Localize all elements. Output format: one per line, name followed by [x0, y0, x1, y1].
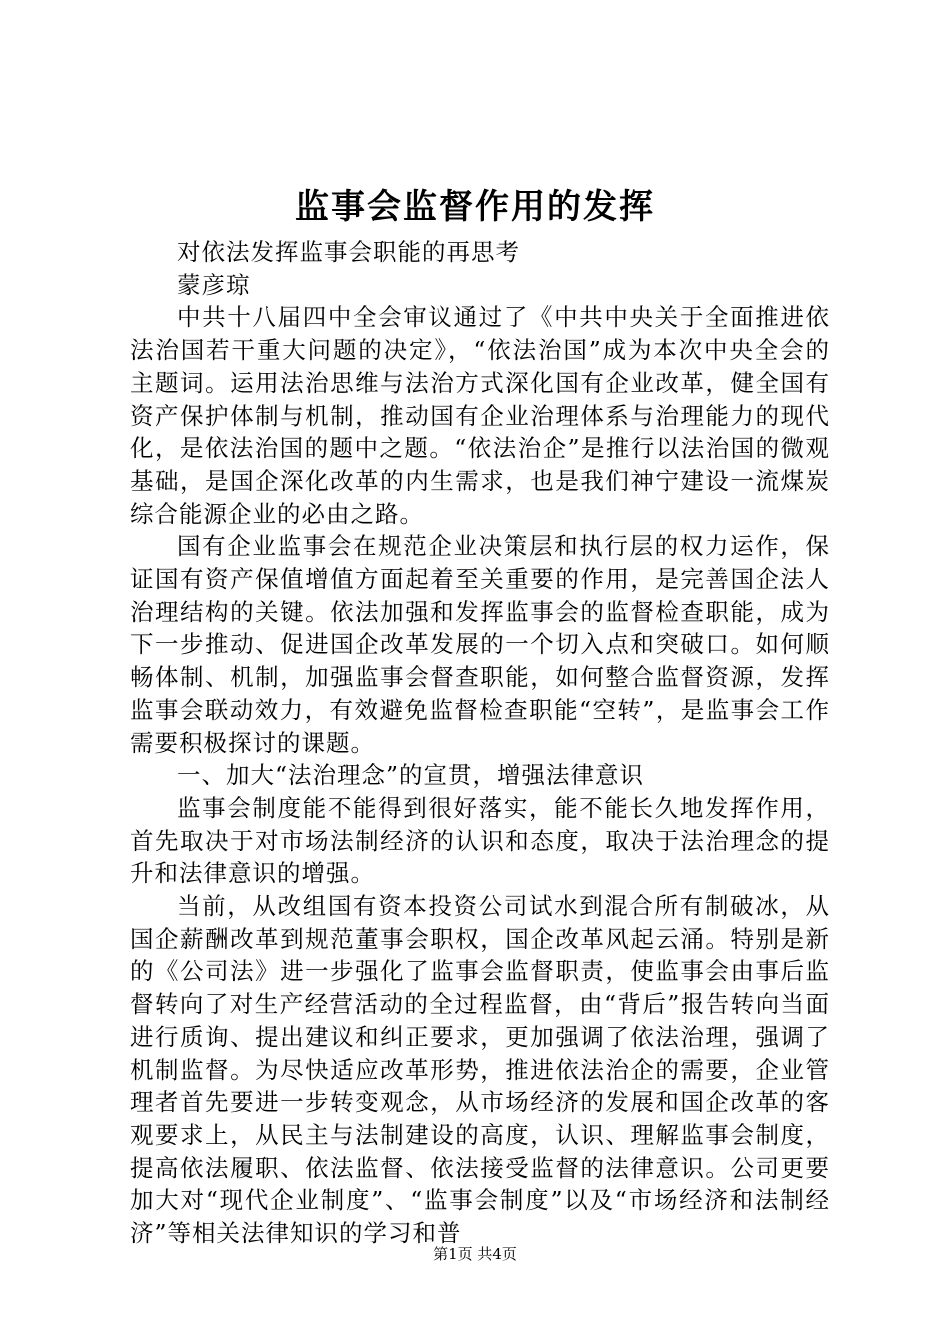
subtitle-paragraph: 对依法发挥监事会职能的再思考 [177, 238, 520, 266]
body-paragraph: 国有企业监事会在规范企业决策层和执行层的权力运作，保证国有资产保值增值方面起着至关重要的作用，是完善国企法人治理结构的关键。依法加强和发挥监事会的监督检查职能，成为下一步推动、促进国企改革发展的一个切入点和突破口。如何顺畅体制、机制，加强监事会督查职能，如何整合监督资源，发挥监事会联动效力，有效避免监督检查职能“空转”，是监事会工作需要积极探讨的课题。 [130, 532, 830, 757]
section-heading: 一、加大“法治理念”的宣贯，增强法律意识 [177, 761, 645, 790]
document-title: 监事会监督作用的发挥 [295, 187, 655, 227]
body-paragraph: 中共十八届四中全会审议通过了《中共中央关于全面推进依法治国若干重大问题的决定》，“依法治国”成为本次中央全会的主题词。运用法治思维与法治方式深化国有企业改革，健全国有资产保护体制与机制，推动国有企业治理体系与治理能力的现代化，是依法治国的题中之题。“依法治企”是推行以法治国的微观基础，是国企深化改革的内生需求，也是我们神宁建设一流煤炭综合能源企业的必由之路。 [130, 303, 830, 528]
page-number-footer: 第1页 共4页 [433, 1245, 517, 1263]
author-paragraph: 蒙彦琼 [177, 270, 251, 299]
body-paragraph: 监事会制度能不能得到很好落实，能不能长久地发挥作用，首先取决于对市场法制经济的认识和态度，取决于法治理念的提升和法律意识的增强。 [130, 793, 830, 888]
body-paragraph: 当前，从改组国有资本投资公司试水到混合所有制破冰，从国企薪酬改革到规范董事会职权，国企改革风起云涌。特别是新的《公司法》进一步强化了监事会监督职责，使监事会由事后监督转向了对生产经营活动的全过程监督，由“背后”报告转向当面进行质询、提出建议和纠正要求，更加强调了依法治理，强调了机制监督。为尽快适应改革形势，推进依法治企的需要，企业管理者首先要进一步转变观念，从市场经济的发展和国企改革的客观要求上，从民主与法制建设的高度，认识、理解监事会制度，提高依法履职、依法监督、依法接受监督的法律意识。公司更要加大对“现代企业制度”、“监事会制度”以及“市场经济和法制经济”等相关法律知识的学习和普 [130, 892, 830, 1248]
document-body [130, 236, 830, 1250]
